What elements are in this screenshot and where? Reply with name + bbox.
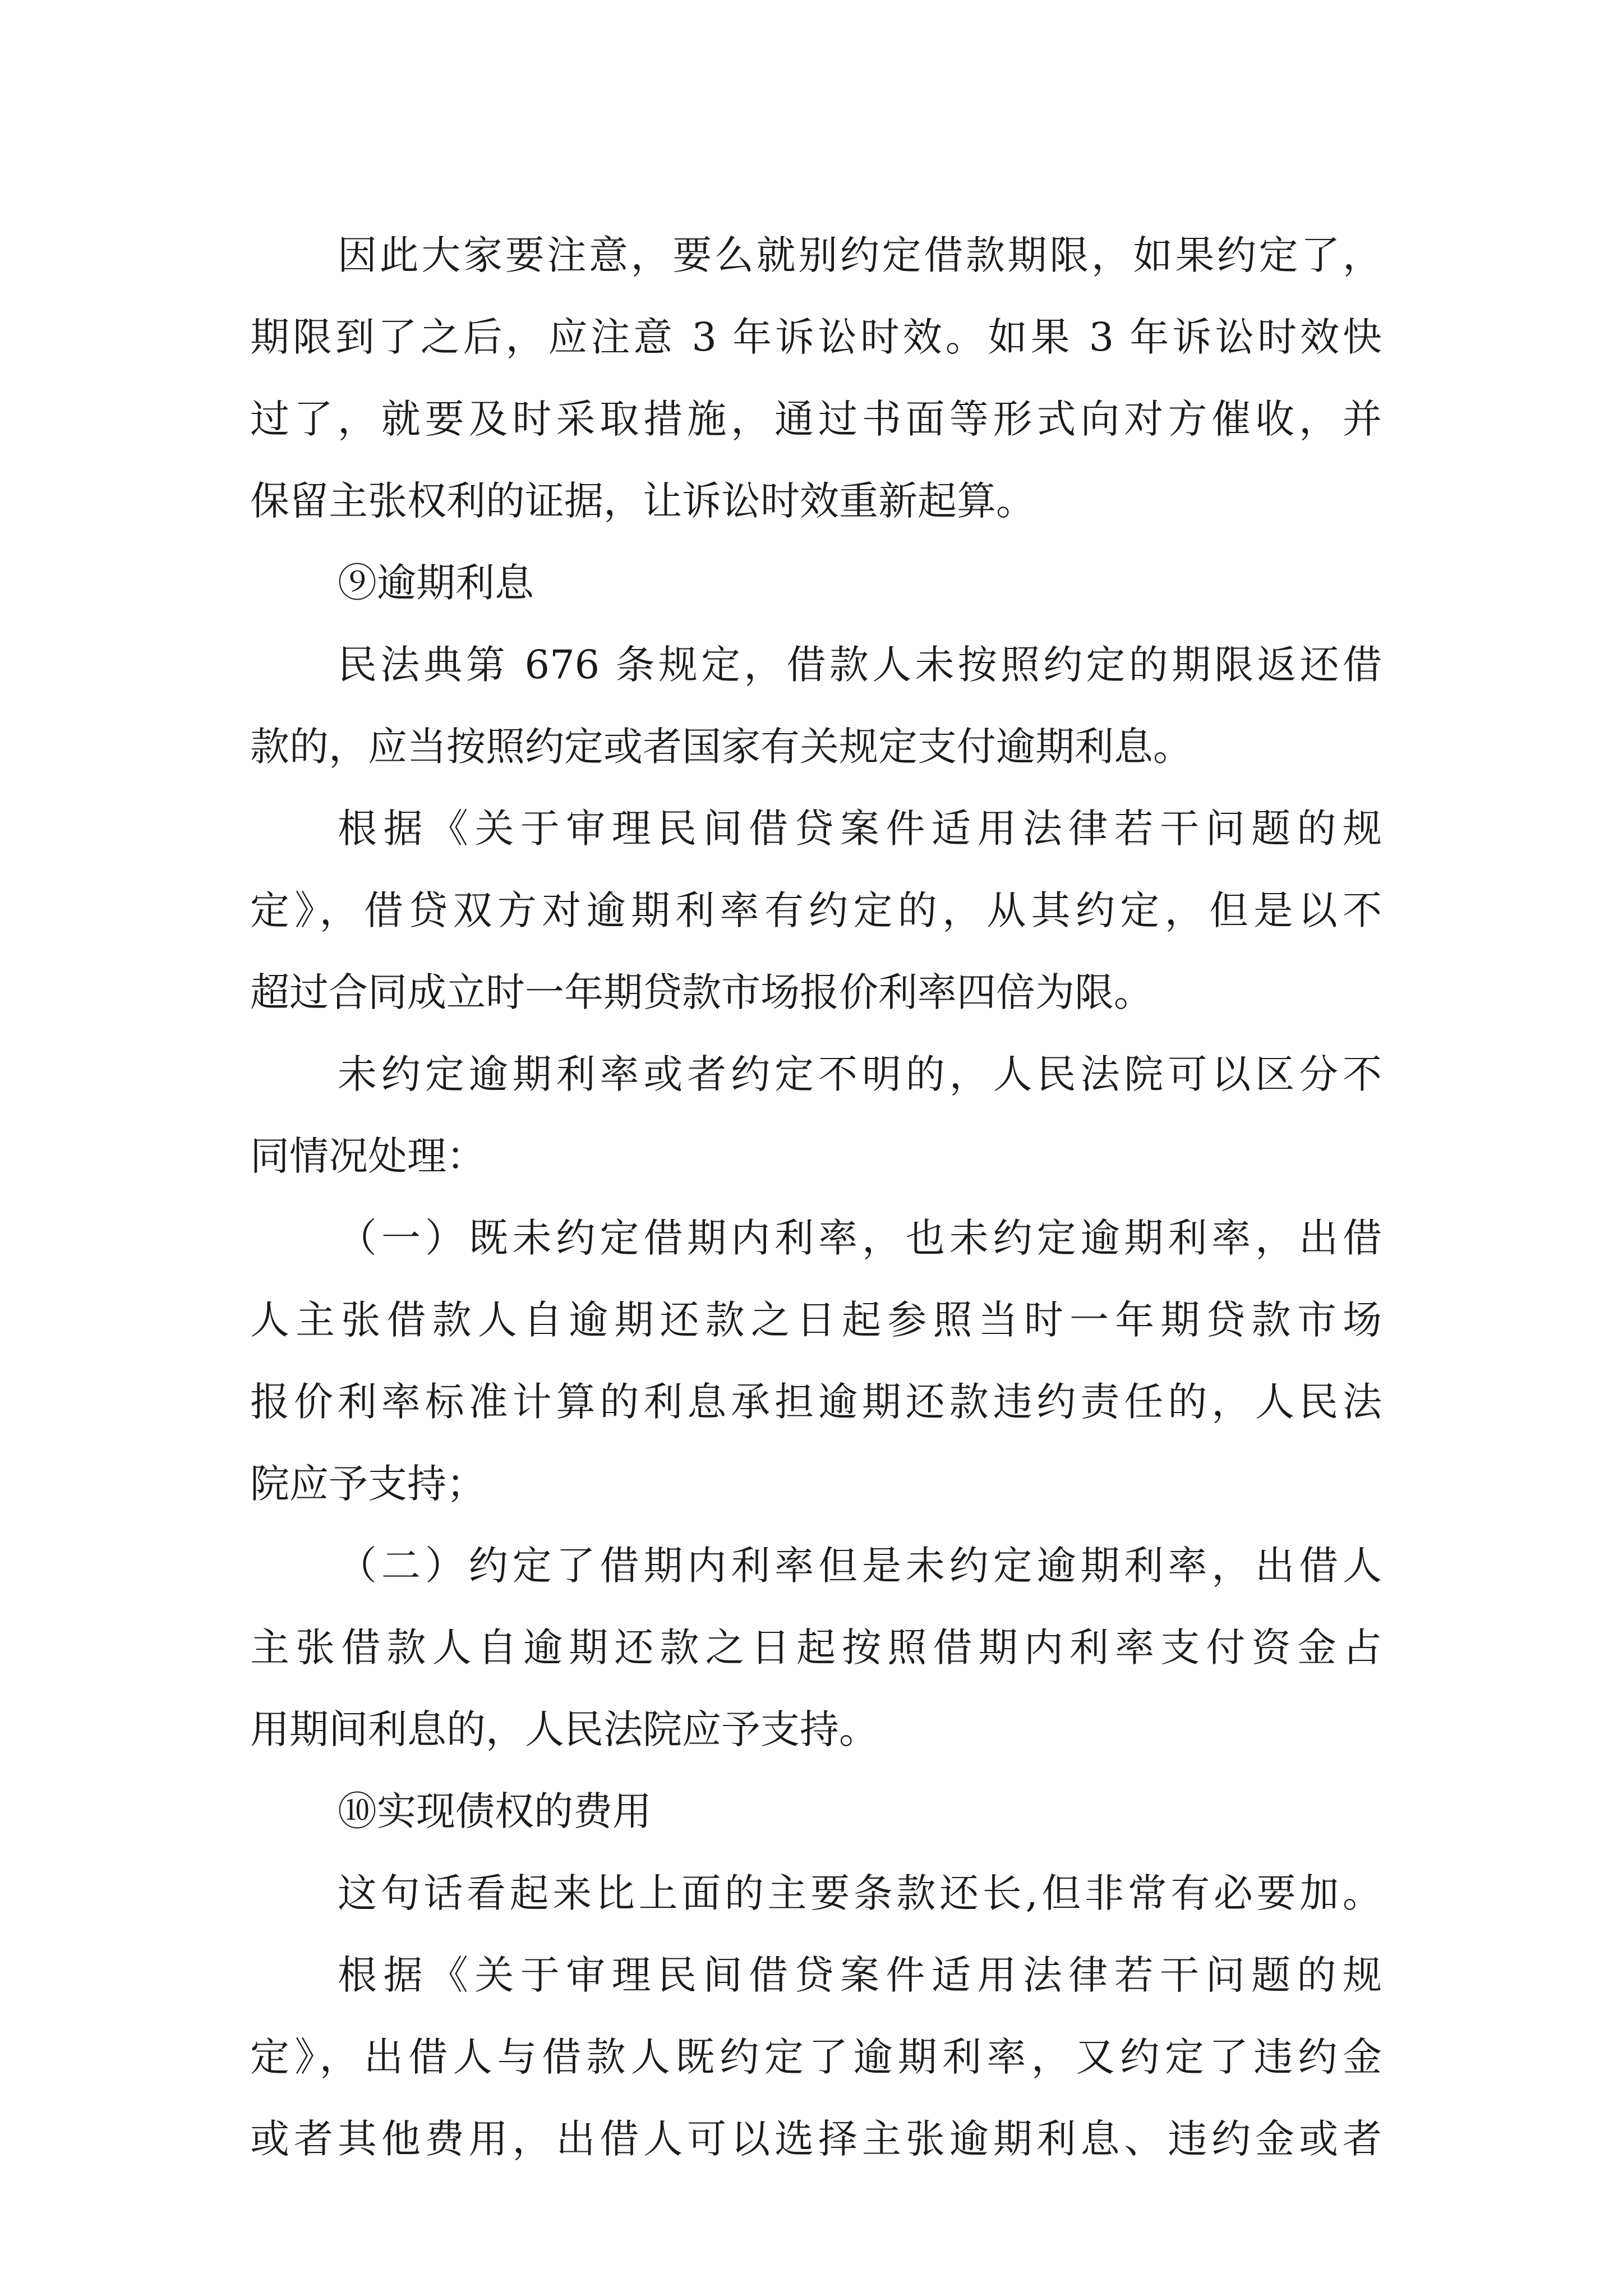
section-heading: ⑩实现债权的费用 [338, 1788, 652, 1834]
text-line: 超过合同成立时一年期贷款市场报价利率四倍为限。 [250, 969, 1153, 1015]
text-line: 保留主张权利的证据，让诉讼时效重新起算。 [250, 478, 1035, 524]
text-line: 人主张借款人自逾期还款之日起参照当时一年期贷款市场 [250, 1297, 1382, 1343]
text-line: 这句话看起来比上面的主要条款还长,但非常有必要加。 [338, 1870, 1382, 1916]
text-line: 因此大家要注意，要么就别约定借款期限，如果约定了， [338, 232, 1382, 278]
text-line: 院应予支持； [250, 1461, 486, 1507]
text-line: 期限到了之后，应注意 3 年诉讼时效。如果 3 年诉讼时效快 [250, 314, 1382, 360]
section-heading: ⑨逾期利息 [338, 560, 534, 606]
text-line: （一）既未约定借期内利率，也未约定逾期利率，出借 [338, 1215, 1382, 1261]
text-line: （二）约定了借期内利率但是未约定逾期利率，出借人 [338, 1543, 1382, 1589]
text-line: 根据《关于审理民间借贷案件适用法律若干问题的规 [338, 1952, 1382, 1998]
text-line: 民法典第 676 条规定，借款人未按照约定的期限返还借 [338, 642, 1382, 688]
text-line: 定》，借贷双方对逾期利率有约定的，从其约定，但是以不 [250, 887, 1382, 933]
text-line: 款的，应当按照约定或者国家有关规定支付逾期利息。 [250, 724, 1192, 770]
text-line: 同情况处理： [250, 1133, 486, 1179]
text-line: 过了，就要及时采取措施，通过书面等形式向对方催收，并 [250, 396, 1382, 442]
text-line: 报价利率标准计算的利息承担逾期还款违约责任的，人民法 [250, 1379, 1382, 1425]
text-line: 根据《关于审理民间借贷案件适用法律若干问题的规 [338, 806, 1382, 852]
text-line: 或者其他费用，出借人可以选择主张逾期利息、违约金或者 [250, 2116, 1382, 2162]
text-line: 未约定逾期利率或者约定不明的，人民法院可以区分不 [338, 1051, 1382, 1097]
text-line: 定》，出借人与借款人既约定了逾期利率，又约定了违约金 [250, 2034, 1382, 2080]
text-line: 主张借款人自逾期还款之日起按照借期内利率支付资金占 [250, 1625, 1382, 1671]
document-body [250, 214, 1382, 2180]
text-line: 用期间利息的，人民法院应予支持。 [250, 1706, 878, 1752]
